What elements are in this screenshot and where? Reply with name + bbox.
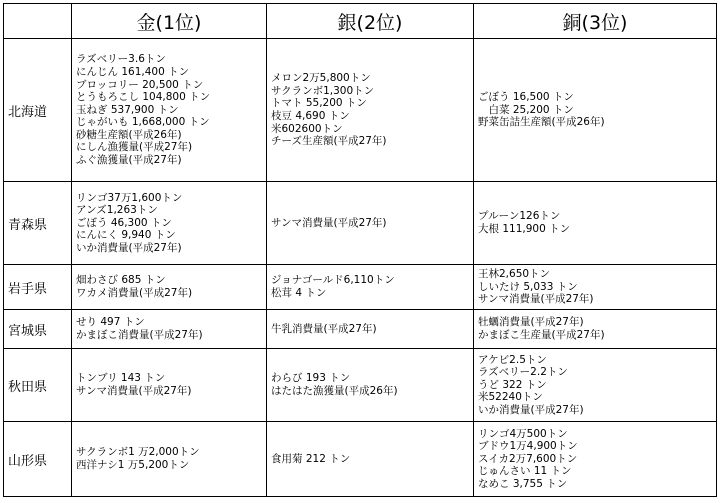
cell-item: 大根 111,900 トン: [478, 223, 571, 235]
cell-item: 畑わさび 685 トン: [76, 274, 166, 287]
cell-item: 松茸 4 トン: [271, 287, 327, 299]
header-corner: [4, 4, 72, 39]
ranking-table: [3, 3, 717, 497]
cell-item: じゅんさい 11 トン: [478, 465, 572, 478]
silver-cell: [267, 182, 474, 265]
cell-item: 枝豆 4,690 トン: [271, 110, 350, 122]
cell-item: アケビ2.5トン: [478, 353, 547, 366]
cell-item: 牛乳消費量(平成27年): [271, 322, 377, 335]
cell-item: はたはた漁獲量(平成26年): [271, 385, 398, 397]
table-row: [4, 182, 717, 265]
cell-item: メロン2万5,800トン: [271, 72, 371, 85]
cell-item: ブドウ1万4,900トン: [478, 440, 578, 453]
bronze-cell: [474, 39, 717, 182]
prefecture-name: 北海道: [4, 39, 72, 182]
cell-item: ジョナゴールド6,110トン: [271, 274, 395, 287]
bronze-cell: [474, 422, 717, 497]
cell-item: トンブリ 143 トン: [76, 372, 166, 385]
cell-item: うど 322 トン: [478, 378, 547, 391]
cell-item: いか消費量(平成27年): [478, 403, 584, 416]
cell-item: しいたけ 5,033 トン: [478, 280, 578, 293]
cell-item: かまぼこ生産量(平成27年): [478, 329, 605, 341]
gold-cell: [72, 422, 267, 497]
cell-item: プルーン126トン: [478, 210, 561, 223]
cell-item: 牡蠣消費量(平成27年): [478, 316, 584, 329]
prefecture-name: 秋田県: [4, 349, 72, 422]
cell-item: じゃがいも 1,668,000 トン: [76, 116, 210, 129]
table-row: [4, 265, 717, 310]
cell-item: ラズベリー2.2トン: [478, 366, 568, 379]
cell-item: サンマ消費量(平成27年): [478, 293, 594, 306]
table-row: [4, 310, 717, 349]
header-bronze: 銅(3位): [474, 4, 717, 39]
cell-item: いか消費量(平成27年): [76, 241, 182, 254]
gold-cell: [72, 265, 267, 310]
cell-item: ブロッコリー 20,500 トン: [76, 78, 204, 91]
cell-item: わらび 193 トン: [271, 372, 351, 385]
cell-item: トマト 55,200 トン: [271, 97, 367, 110]
cell-item: 米52240トン: [478, 391, 543, 404]
silver-cell: [267, 310, 474, 349]
silver-cell: [267, 265, 474, 310]
cell-item: とうもろこし 104,800 トン: [76, 91, 211, 104]
silver-cell: [267, 39, 474, 182]
cell-item: ふぐ漁獲量(平成27年): [76, 154, 182, 167]
bronze-cell: [474, 182, 717, 265]
header-row: [4, 4, 717, 39]
cell-item: 野菜缶詰生産額(平成26年): [478, 116, 605, 129]
header-silver: 銀(2位): [267, 4, 474, 39]
cell-item: にんじん 161,400 トン: [76, 65, 190, 78]
cell-item: なめこ 3,755 トン: [478, 477, 568, 490]
cell-item: せり 497 トン: [76, 316, 145, 329]
cell-item: ラズベリー3.6トン: [76, 53, 166, 66]
cell-item: リンゴ4万500トン: [478, 427, 568, 440]
cell-item: にしん漁獲量(平成27年): [76, 141, 193, 154]
gold-cell: [72, 310, 267, 349]
header-gold: 金(1位): [72, 4, 267, 39]
silver-cell: [267, 349, 474, 422]
cell-item: サクランボ1 万2,000トン: [76, 446, 200, 459]
cell-item: ごぼう 46,300 トン: [76, 216, 172, 229]
prefecture-name: 山形県: [4, 422, 72, 497]
cell-item: にんにく 9,940 トン: [76, 229, 176, 242]
cell-item: サンマ消費量(平成27年): [76, 385, 192, 397]
table-row: [4, 39, 717, 182]
cell-item: 玉ねぎ 537,900 トン: [76, 103, 179, 116]
cell-item: サンマ消費量(平成27年): [271, 216, 387, 229]
cell-item: ごぼう 16,500 トン: [478, 91, 574, 104]
cell-item: サクランボ1,300トン: [271, 84, 375, 97]
bronze-cell: [474, 265, 717, 310]
cell-item: ワカメ消費量(平成27年): [76, 287, 193, 299]
table-row: [4, 349, 717, 422]
cell-item: 白菜 25,200 トン: [478, 103, 574, 116]
cell-item: 米602600トン: [271, 122, 343, 135]
prefecture-name: 宮城県: [4, 310, 72, 349]
cell-item: リンゴ37万1,600トン: [76, 191, 183, 204]
cell-item: アンズ1,263トン: [76, 204, 158, 217]
cell-item: 食用菊 212 トン: [271, 452, 351, 465]
cell-item: 西洋ナシ1 万5,200トン: [76, 459, 190, 471]
silver-cell: [267, 422, 474, 497]
cell-item: 砂糖生産額(平成26年): [76, 128, 182, 141]
gold-cell: [72, 182, 267, 265]
gold-cell: [72, 39, 267, 182]
prefecture-name: 青森県: [4, 182, 72, 265]
cell-item: スイカ2万7,600トン: [478, 452, 578, 465]
bronze-cell: [474, 349, 717, 422]
table-row: [4, 422, 717, 497]
prefecture-name: 岩手県: [4, 265, 72, 310]
cell-item: チーズ生産額(平成27年): [271, 135, 387, 148]
gold-cell: [72, 349, 267, 422]
cell-item: 王林2,650トン: [478, 268, 551, 281]
cell-item: かまぼこ消費量(平成27年): [76, 329, 203, 341]
bronze-cell: [474, 310, 717, 349]
